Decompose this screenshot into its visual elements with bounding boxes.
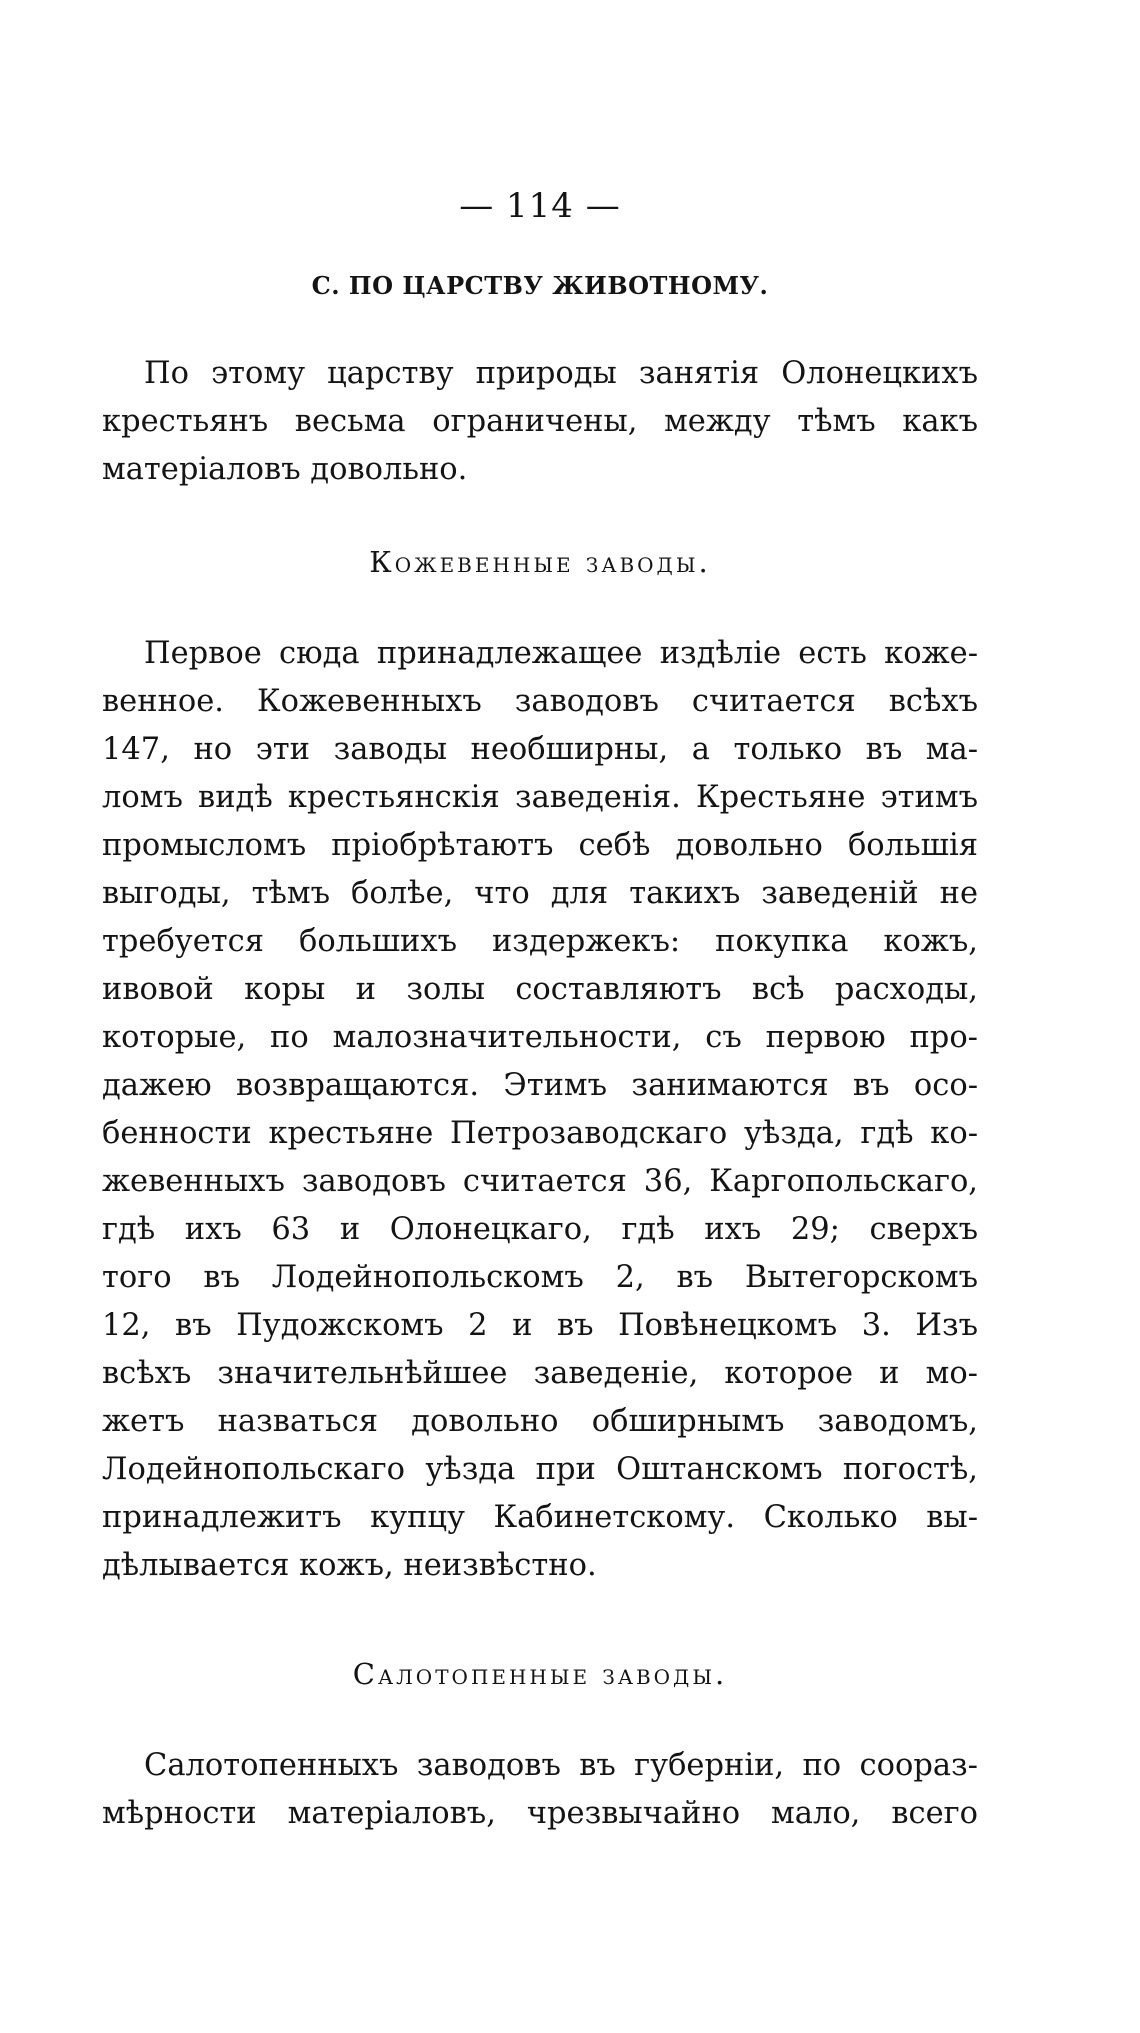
text-line: дажею возвращаются. Этимъ занимаются въ осо- <box>102 1068 978 1103</box>
section-title: С. ПО ЦАРСТВУ ЖИВОТНОМУ. <box>311 271 769 300</box>
text-line: жевенныхъ заводовъ считается 36, Каргопольскаго, <box>102 1164 978 1199</box>
text-line: По этому царству природы занятія Олонецкихъ <box>144 356 978 391</box>
text-line: 12, въ Пудожскомъ 2 и въ Повѣнецкомъ 3. Изъ <box>102 1308 978 1343</box>
text-line: требуется большихъ издержекъ: покупка кожъ, <box>102 924 978 959</box>
text-line: бенности крестьяне Петрозаводскаго уѣзда, гдѣ ко- <box>102 1116 978 1151</box>
text-line: крестьянъ весьма ограничены, между тѣмъ какъ <box>102 404 978 439</box>
text-line: Первое сюда принадлежащее издѣліе есть коже- <box>144 636 978 671</box>
text-line: промысломъ пріобрѣтаютъ себѣ довольно большія <box>102 828 978 863</box>
text-line: ломъ видѣ крестьянскія заведенія. Крестьяне этимъ <box>102 780 978 815</box>
text-line: ивовой коры и золы составляютъ всѣ расходы, <box>102 972 978 1007</box>
text-line: Лодейнопольскаго уѣзда при Оштанскомъ погостѣ, <box>102 1452 978 1487</box>
text-line: которые, по малозначительности, съ первою про- <box>102 1020 978 1055</box>
text-line: Салотопенныхъ заводовъ въ губерніи, по соораз- <box>144 1748 978 1783</box>
text-line: гдѣ ихъ 63 и Олонецкаго, гдѣ ихъ 29; сверхъ <box>102 1212 978 1247</box>
text-line: мѣрности матеріаловъ, чрезвычайно мало, всего <box>102 1796 978 1831</box>
text-line: того въ Лодейнопольскомъ 2, въ Вытегорскомъ <box>102 1260 978 1295</box>
tallow-paragraph <box>102 1742 978 1838</box>
intro-paragraph <box>102 350 978 494</box>
text-line: дѣлывается кожъ, неизвѣстно. <box>102 1548 597 1583</box>
text-line: жетъ назваться довольно обширнымъ заводомъ, <box>102 1404 978 1439</box>
text-line: принадлежитъ купцу Кабинетскому. Сколько вы- <box>102 1500 978 1535</box>
text-line: 147, но эти заводы необширны, а только въ ма- <box>102 732 978 767</box>
text-line: венное. Кожевенныхъ заводовъ считается всѣхъ <box>102 684 978 719</box>
heading-tallow-works: Салотопенные заводы. <box>352 1657 728 1691</box>
page-number: — 114 — <box>459 186 621 226</box>
leather-paragraph <box>102 630 978 1590</box>
text-line: матеріаловъ довольно. <box>102 452 468 487</box>
text-line: всѣхъ значительнѣйшее заведеніе, которое и мо- <box>102 1356 978 1391</box>
text-line: выгоды, тѣмъ болѣе, что для такихъ заведеній не <box>102 876 978 911</box>
heading-leather-works: Кожевенные заводы. <box>369 545 711 579</box>
